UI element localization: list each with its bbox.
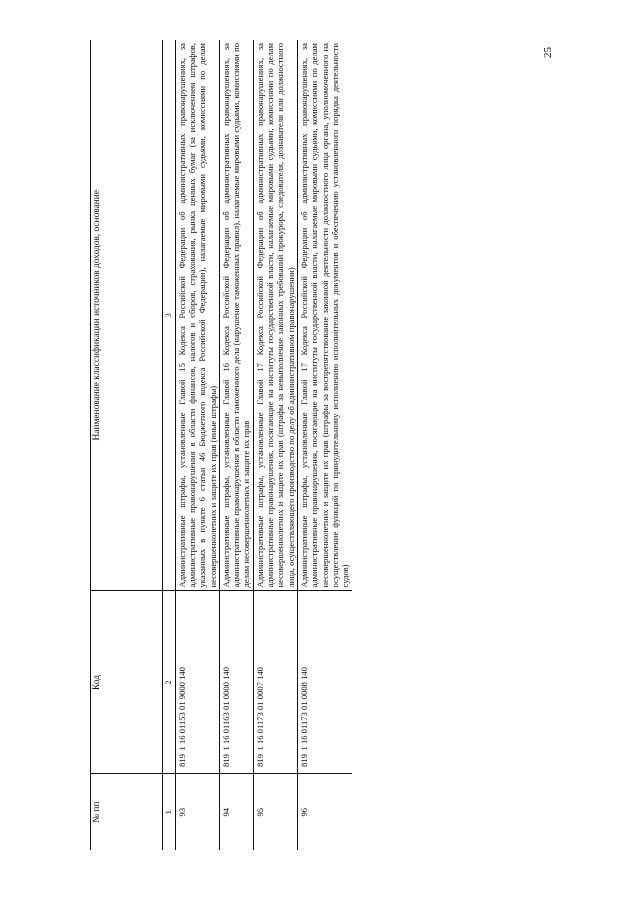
header-num: № пп xyxy=(91,774,163,850)
row-number: 93 xyxy=(175,774,219,850)
page-number: 25 xyxy=(542,47,554,58)
column-number: 1 xyxy=(163,774,176,850)
row-description: Административные штрафы, установленные Главой 17 Кодекса Российской Федерации об административных правонарушениях, за административные правонарушения, посягающие на институты государственной власти, налагаемые мировыми судьями, комиссиями по делам несовершеннолетних и защите их прав (штрафы за воспрепятствование законной деятельности должностного лица органа, уполномоченного на осуществление функций по принудительному исполнению исполнительных документов и обеспечению установленного порядка деятельности судов) xyxy=(298,40,352,591)
row-number: 96 xyxy=(298,774,352,850)
column-number: 3 xyxy=(163,40,176,591)
row-code xyxy=(298,591,352,774)
rotated-page-content xyxy=(90,40,520,850)
table-header-row xyxy=(91,40,163,850)
column-number: 2 xyxy=(163,591,176,774)
table-row xyxy=(175,40,219,850)
admin-code: 819 xyxy=(176,754,187,767)
row-description: Административные штрафы, установленные Главой 16 Кодекса Российской Федерации об административных правонарушениях, за административные правонарушения в области таможенного дела (нарушение таможенных правил), налагаемые мировыми судьями, комиссиями по делам несовершеннолетних и защите их прав xyxy=(219,40,253,591)
admin-code: 819 xyxy=(254,754,265,767)
classification-code: 1 16 01173 01 0008 140 xyxy=(299,667,310,751)
table-row xyxy=(253,40,297,850)
column-number-row xyxy=(163,40,176,850)
row-number: 95 xyxy=(253,774,297,850)
table-row xyxy=(298,40,352,850)
header-code: Код xyxy=(91,591,163,774)
row-number: 94 xyxy=(219,774,253,850)
classification-code: 1 16 01173 01 0007 140 xyxy=(254,667,265,751)
row-description: Административные штрафы, установленные Главой 17 Кодекса Российской Федерации об административных правонарушениях, за административные правонарушения, посягающие на институты государственной власти, налагаемые мировыми судьями, комиссиями по делам несовершеннолетних и защите их прав (штрафы за невыполнение законных требований прокурора, следователя, дознавателя или должностного лица, осуществляющего производство по делу об административном правонарушении) xyxy=(253,40,297,591)
row-description: Административные штрафы, установленные Главой 15 Кодекса Российской Федерации об административных правонарушениях, за административные правонарушения в области финансов, налогов и сборов, страхования, рынка ценных бумаг (за исключением штрафов, указанных в пункте 6 статьи 46 Бюджетного кодекса Российской Федерации), налагаемые мировыми судьями, комиссиями по делам несовершеннолетних и защите их прав (иные штрафы) xyxy=(175,40,219,591)
admin-code: 819 xyxy=(299,754,310,767)
row-code xyxy=(253,591,297,774)
row-code xyxy=(175,591,219,774)
row-code xyxy=(219,591,253,774)
header-name: Наименование классификации источников доходов, основание xyxy=(91,40,163,591)
classification-code: 1 16 01153 01 9000 140 xyxy=(176,667,187,751)
revenue-classification-table xyxy=(90,40,352,850)
admin-code: 819 xyxy=(220,754,231,767)
table-row xyxy=(219,40,253,850)
classification-code: 1 16 01163 01 0000 140 xyxy=(220,667,231,751)
